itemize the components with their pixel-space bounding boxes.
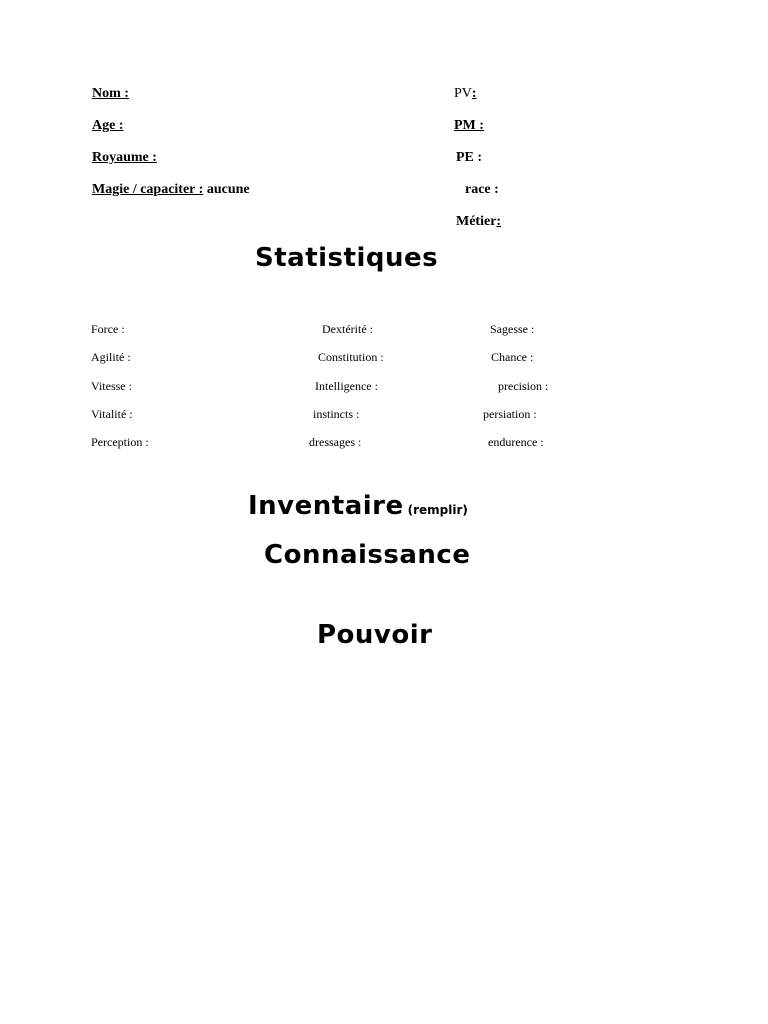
stat-label: Vitesse : [91,379,132,393]
stat-label: Dextérité : [322,322,373,336]
stat-label: persiation : [483,407,537,421]
stat-label: dressages : [309,435,362,449]
stat-label: Force : [91,322,125,336]
stat-label: Agilité : [91,350,131,364]
pe-label: PE : [456,150,483,165]
metier-label: Métier [456,214,497,229]
race-label: race : [465,182,499,197]
pouvoir-title: Pouvoir [317,620,433,650]
inventaire-line [248,491,468,521]
stat-label: Perception : [91,435,149,449]
inventaire-title: Inventaire [248,491,404,521]
pv-colon: : [471,86,477,101]
statistiques-title: Statistiques [255,243,439,273]
magie-value: aucune [206,182,250,197]
nom-label: Nom : [92,86,129,101]
stat-label: Sagesse : [490,322,535,336]
age-label: Age : [92,118,124,133]
stat-label: Constitution : [318,350,384,364]
pv-label: PV [454,86,472,101]
metier-line [456,214,501,230]
magie-label: Magie / capaciter : [92,182,204,197]
pv-line [454,86,477,102]
connaissance-title: Connaissance [264,540,471,570]
stat-label: Vitalité : [91,407,133,421]
royaume-label: Royaume : [92,150,157,165]
inventaire-note: (remplir) [407,503,468,517]
stat-label: Intelligence : [315,379,378,393]
stat-label: instincts : [313,407,360,421]
pm-label: PM : [454,118,484,133]
stat-label: Chance : [491,350,534,364]
stat-label: endurence : [488,435,544,449]
metier-colon: : [496,214,502,229]
stat-label: precision : [498,379,549,393]
magie-line [92,182,250,198]
